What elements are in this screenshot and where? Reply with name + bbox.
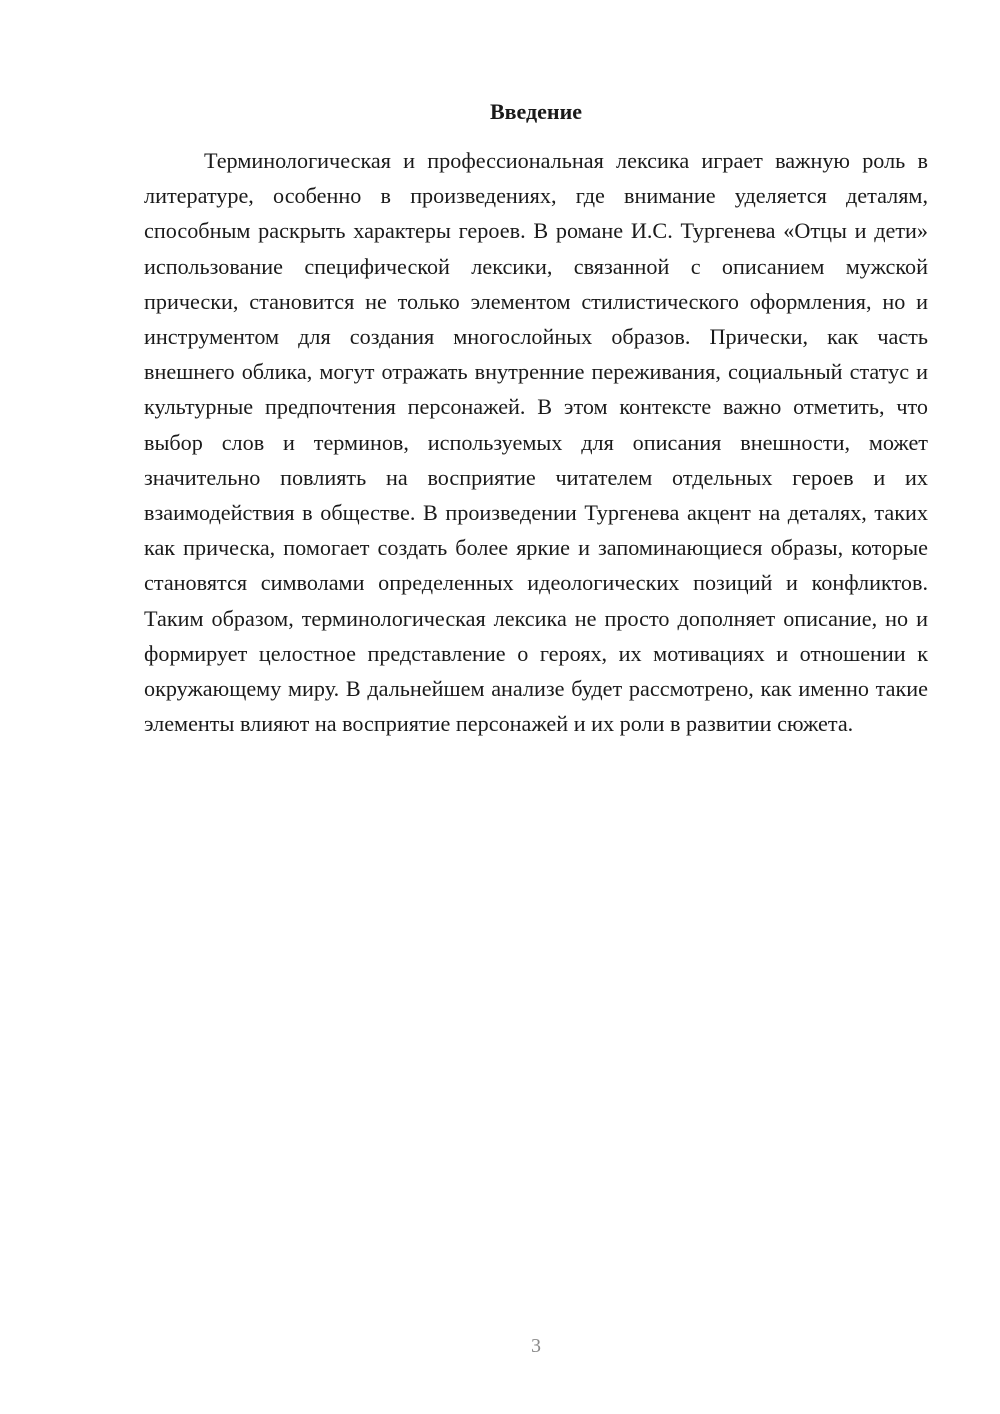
body-paragraph: Терминологическая и профессиональная лексика играет важную роль в литературе, особенно в произведениях, где внимание уделяется деталям, способным раскрыть характеры героев. В романе И.С. Тургенева «Отцы и дети» использование специфической лексики, связанной с описанием мужской прически, становится не только элементом стилистического оформления, но и инструментом для создания многослойных образов. Прически, как часть внешнего облика, могут отражать внутренние переживания, социальный статус и культурные предпочтения персонажей. В этом контексте важно отметить, что выбор слов и терминов, используемых для описания внешности, может значительно повлиять на восприятие читателем отдельных героев и их взаимодействия в обществе. В произведении Тургенева акцент на деталях, таких как прическа, помогает создать более яркие и запоминающиеся образы, которые становятся символами определенных идеологических позиций и конфликтов. Таким образом, терминологическая лексика не просто дополняет описание, но и формирует целостное представление о героях, их мотивациях и отношении к окружающему миру. В дальнейшем анализе будет рассмотрено, как именно такие элементы влияют на восприятие персонажей и их роли в развитии сюжета. — [144, 148, 928, 737]
page-number: 3 — [531, 1335, 541, 1357]
section-heading: Введение — [489, 99, 583, 124]
